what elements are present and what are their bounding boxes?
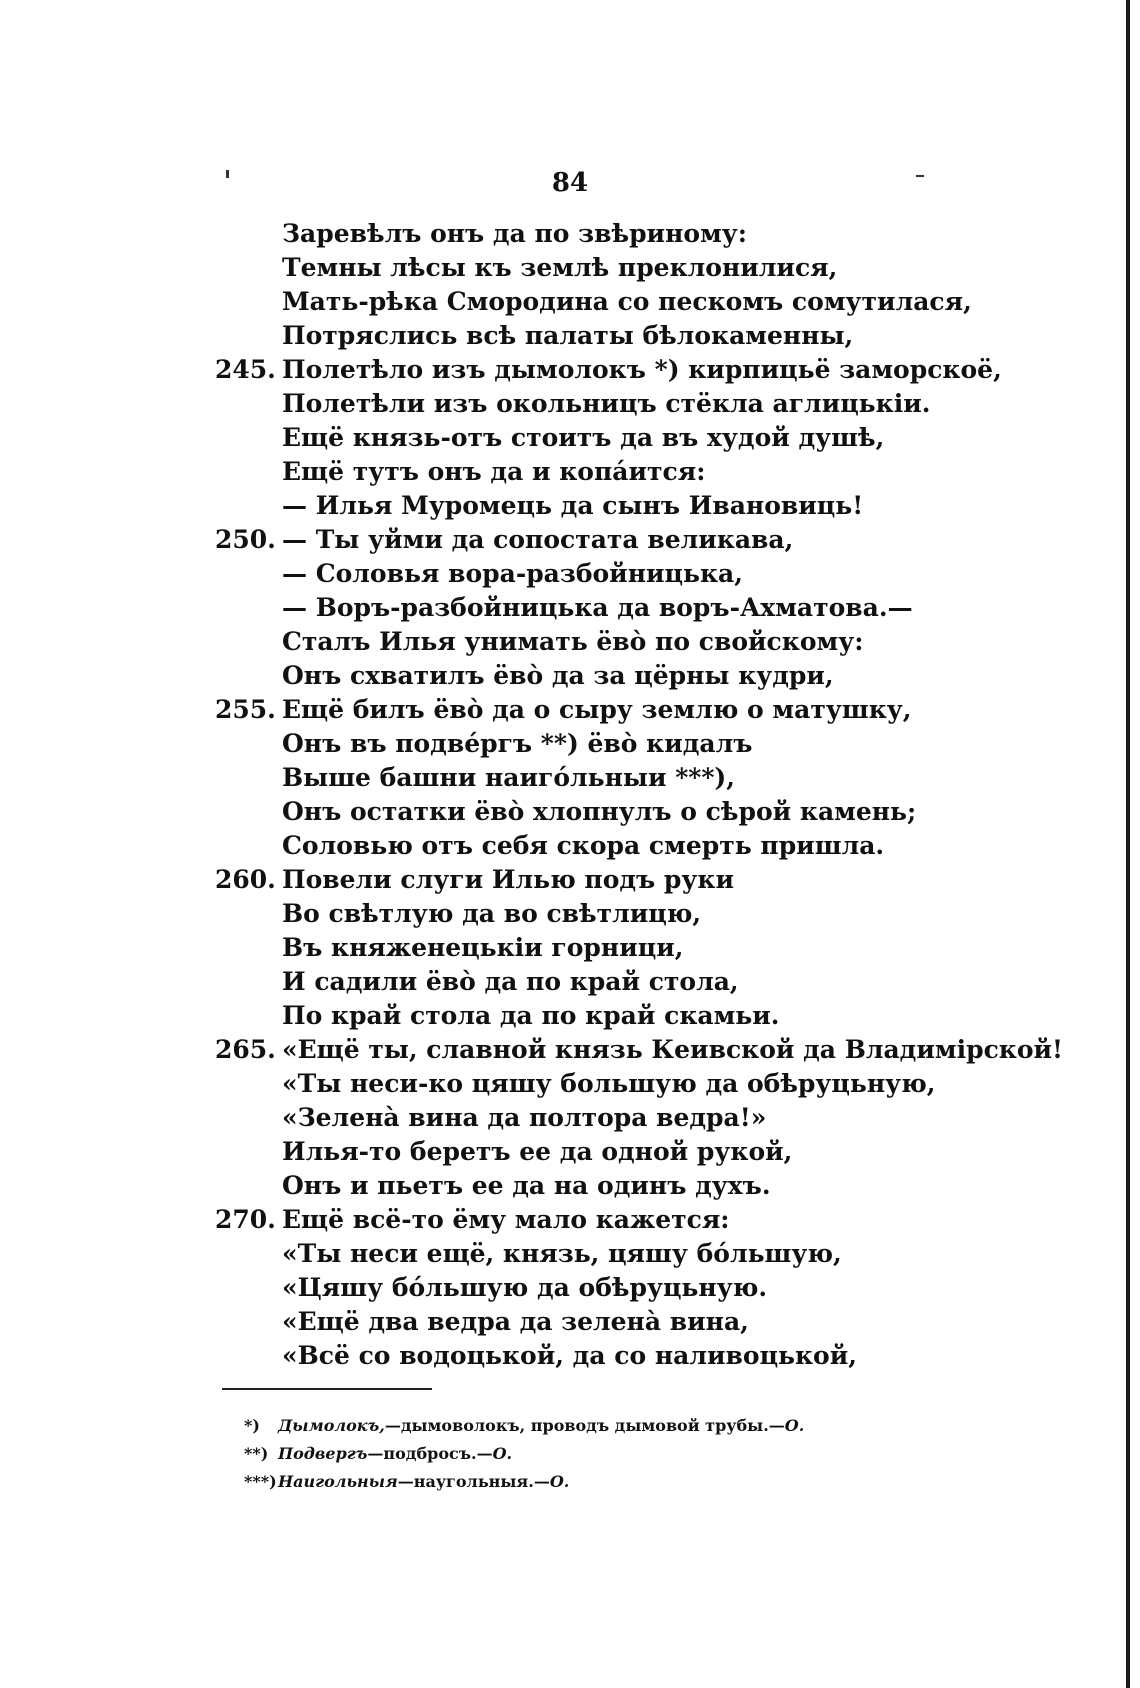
footnote-term: Подвергъ — [278, 1444, 368, 1463]
footnote — [244, 1440, 944, 1468]
footnote-mark: ***) — [244, 1472, 277, 1491]
verse-number: 250. — [215, 525, 276, 554]
verse-line — [215, 1033, 1064, 1067]
verse-line — [215, 1067, 1005, 1101]
verse-text: Темны лѣсы къ землѣ преклонилися, — [282, 253, 838, 282]
verse-block — [215, 217, 1064, 1373]
footnote — [244, 1468, 944, 1496]
verse-line — [215, 727, 1005, 761]
verse-text: Ещё билъ ёвò да о сыру землю о матушку, — [282, 695, 912, 724]
verse-line — [215, 931, 1005, 965]
verse-line — [215, 421, 1005, 455]
verse-text: Полетѣли изъ окольницъ стёкла аглицькiи. — [282, 389, 931, 418]
footnote-term: Дымолокъ, — [278, 1416, 385, 1435]
verse-text: — Илья Муромець да сынъ Ивановиць! — [282, 491, 864, 520]
verse-text: Потряслись всѣ палаты бѣлокаменны, — [282, 321, 854, 350]
verse-line — [215, 455, 1005, 489]
footnotes-block — [244, 1412, 944, 1496]
verse-text: «Ещё два ведра да зеленà вина, — [282, 1307, 749, 1336]
verse-text: Илья-то беретъ ее да одной рукой, — [282, 1137, 793, 1166]
verse-number: 270. — [215, 1205, 276, 1234]
verse-line — [215, 659, 1005, 693]
footnote-term: Наигольныя — [278, 1472, 398, 1491]
verse-number: 245. — [215, 355, 276, 384]
verse-line — [215, 999, 1005, 1033]
verse-line — [215, 1203, 1005, 1237]
footnote-mark: *) — [244, 1416, 260, 1435]
footnote-divider — [222, 1388, 432, 1390]
verse-number: 255. — [215, 695, 276, 724]
verse-text: «Ещё ты, славной князь Кеивской да Владимiрской! — [282, 1035, 1064, 1064]
verse-text: И садили ёвò да по край стола, — [282, 967, 739, 996]
verse-line — [215, 217, 1005, 251]
verse-number: 265. — [215, 1035, 276, 1064]
verse-line — [215, 251, 1005, 285]
verse-line — [215, 319, 1005, 353]
verse-text: — Воръ-разбойницька да воръ-Ахматова.— — [282, 593, 913, 622]
verse-line — [215, 489, 1005, 523]
verse-number: 260. — [215, 865, 276, 894]
page-edge-line — [1126, 0, 1130, 1688]
verse-text: Въ княженецькiи горници, — [282, 933, 684, 962]
verse-line — [215, 1101, 1005, 1135]
verse-line — [215, 557, 1005, 591]
verse-line — [215, 795, 1005, 829]
verse-text: Повели слуги Илью подъ руки — [282, 865, 735, 894]
verse-text: Ещё всё-то ёму мало кажется: — [282, 1205, 730, 1234]
verse-line — [215, 523, 1005, 557]
verse-line — [215, 1169, 1005, 1203]
verse-text: Ещё тутъ онъ да и копáится: — [282, 457, 706, 486]
footnote-source: О. — [492, 1444, 513, 1463]
verse-line — [215, 625, 1005, 659]
verse-text: «Ты неси-ко цяшу большую да обѣруцьную, — [282, 1069, 936, 1098]
verse-line — [215, 591, 1005, 625]
verse-line — [215, 1339, 1005, 1373]
verse-line — [215, 387, 1005, 421]
verse-text: По край стола да по край скамьи. — [282, 1001, 780, 1030]
verse-text: Сталъ Илья унимать ёвò по свойскому: — [282, 627, 864, 656]
footnote-source: О. — [549, 1472, 570, 1491]
verse-text: «Зеленà вина да полтора ведра!» — [282, 1103, 767, 1132]
verse-text: Заревѣлъ онъ да по звѣриному: — [282, 219, 748, 248]
footnote-mark: **) — [244, 1444, 269, 1463]
verse-line — [215, 1135, 1005, 1169]
verse-line — [215, 863, 1005, 897]
footnote-source: О. — [784, 1416, 805, 1435]
verse-text: Полетѣло изъ дымолокъ *) кирпицьё заморскоё, — [282, 355, 1002, 384]
verse-line — [215, 353, 1005, 387]
verse-text: Онъ остатки ёвò хлопнулъ о сѣрой камень; — [282, 797, 917, 826]
verse-line — [215, 1305, 1005, 1339]
verse-text: Онъ схватилъ ёвò да за цёрны кудри, — [282, 661, 834, 690]
footnote-text: —наугольныя.— — [397, 1472, 550, 1491]
verse-text: — Соловья вора-разбойницька, — [282, 559, 743, 588]
verse-text: Соловью отъ себя скора смерть пришла. — [282, 831, 885, 860]
verse-line — [215, 829, 1005, 863]
verse-line — [215, 897, 1005, 931]
verse-text: Онъ и пьетъ ее да на одинъ духъ. — [282, 1171, 771, 1200]
verse-text: «Цяшу бóльшую да обѣруцьную. — [282, 1273, 768, 1302]
verse-line — [215, 761, 1005, 795]
footnote-text: —дымоволокъ, проводъ дымовой трубы.— — [384, 1416, 785, 1435]
footnote-text: —подбросъ.— — [367, 1444, 493, 1463]
verse-text: Во свѣтлую да во свѣтлицю, — [282, 899, 702, 928]
verse-line — [215, 693, 1005, 727]
verse-text: Онъ въ подвéргъ **) ёвò кидалъ — [282, 729, 753, 758]
verse-line — [215, 965, 1005, 999]
verse-text: Ещё князь-отъ стоитъ да въ худой душѣ, — [282, 423, 885, 452]
verse-text: Выше башни наигóльныи ***), — [282, 763, 735, 792]
verse-text: «Всё со водоцькой, да со наливоцькой, — [282, 1341, 857, 1370]
verse-text: Мать-рѣка Смородина со пескомъ сомутилася, — [282, 287, 972, 316]
page-number: 84 — [551, 168, 589, 198]
footnote — [244, 1412, 944, 1440]
verse-line — [215, 1237, 1005, 1271]
verse-line — [215, 1271, 1005, 1305]
verse-text: «Ты неси ещё, князь, цяшу бóльшую, — [282, 1239, 842, 1268]
verse-text: — Ты уйми да сопостата великава, — [282, 525, 794, 554]
verse-line — [215, 285, 1005, 319]
